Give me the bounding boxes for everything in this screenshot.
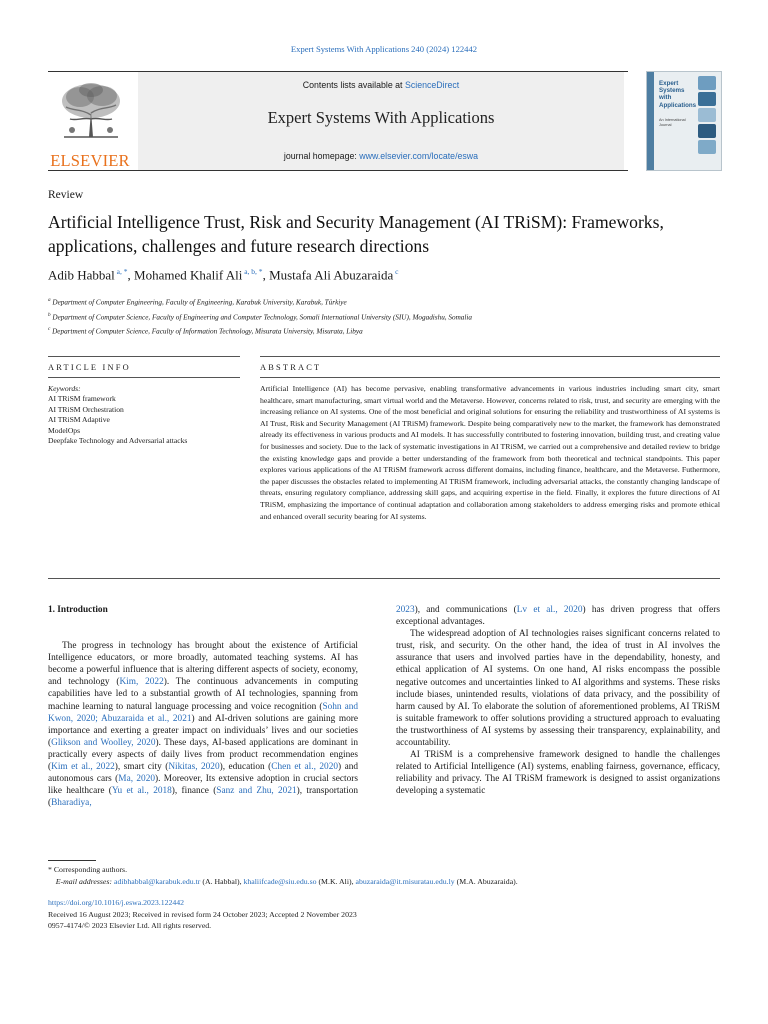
paragraph xyxy=(48,640,358,809)
paragraph-text: ), finance ( xyxy=(171,786,217,797)
paragraph-text: ) has driven progress that offers exceptional advantages. xyxy=(396,605,720,628)
citation-link[interactable]: Ma, 2020 xyxy=(118,774,155,785)
keywords-label: Keywords: xyxy=(48,384,81,393)
keyword: AI TRiSM Orchestration xyxy=(48,404,124,414)
paragraph-text: The widespread adoption of AI technologies raises significant concerns related to trust, risk, and security. On the other hand, the idea of trust in AI involves the assurance that users and involved parties have in the dependability, honesty, and ethical application of AI systems. On one hand, AI risks encompass the possible negative outcomes and uncertainties linked to AI algorithms and systems. These risks include biases, unintended results, violations of data privacy, and the possibility of harm caused by AI. To elaborate the solution of aforementioned problems, AI TRiSM is suitable framework to offer solutions providing a structured approach to evaluating the trustworthiness of AI systems by assessing their transparency, explainability, and accountability. xyxy=(396,629,720,749)
sciencedirect-link[interactable]: ScienceDirect xyxy=(404,80,460,90)
author-name[interactable]: Mohamed Khalif Ali xyxy=(134,267,243,283)
paragraph-text: ). Moreover, Its extensive adoption in crucial sectors like healthcare ( xyxy=(48,774,359,797)
paragraph xyxy=(396,604,720,628)
journal-title[interactable]: Expert Systems With Applications xyxy=(267,108,495,127)
citation-link[interactable]: Kim et al., 2022 xyxy=(51,762,115,773)
paragraph xyxy=(396,628,720,749)
author-sup[interactable]: c xyxy=(395,267,399,276)
affiliation: $^c$ Department of Computer Science, Faculty of Information Technology, Misurata University, Misurata, Libya xyxy=(48,326,363,336)
email-owner: (M.K. Ali), xyxy=(316,877,356,887)
paragraph-text: AI TRiSM is a comprehensive framework designed to handle the challenges related to Artificial Intelligence (AI) systems, enabling fairness, governance, efficacy, reliability and privacy. The AI TRiSM framework is designed to assist organizations developing a systematic xyxy=(396,750,720,797)
journal-masthead xyxy=(48,71,628,171)
cover-title: Expert Systems with Applications xyxy=(659,80,697,109)
affiliation: $^b$ Department of Computer Science, Faculty of Engineering and Computer Technology, Somali International University (SIU), Mogadishu, Somalia xyxy=(48,311,472,321)
author-list: Adib Habbal $^{a, *}$, Mohamed Khalif Ali $^{a, b, *}$, Mustafa Ali Abuzaraida $^c$ xyxy=(48,267,399,283)
footnote-rule xyxy=(48,860,96,861)
homepage-line xyxy=(138,151,624,161)
citation-link[interactable]: Nikitas, 2020 xyxy=(168,762,220,773)
keyword: ModelOps xyxy=(48,425,81,435)
cover-subtitle: An International Journal xyxy=(659,118,686,127)
keyword: Deepfake Technology and Adversarial attacks xyxy=(48,436,188,446)
keywords-block xyxy=(48,377,240,446)
paragraph-text: ), smart city ( xyxy=(114,762,169,773)
citation-link[interactable]: Sohn and Kwon, 2020; Abuzaraida et al., 2021 xyxy=(48,701,358,724)
abstract-text: Artificial Intelligence (AI) has become pervasive, enabling transformative advancements in various industries including smart city, smart healthcare, smart manufacturing, smart virtual world and the Metaverse. However, concerns related to risk, trust, and security are emerging with the increasing reliance on AI systems. One of the most beneficial and original solutions for ensuring the reliability and trustworthiness of AI systems is AI Trust, Risk and Security Management (AI TRiSM) framework. Despite being comparatively new to the market, the framework has demonstrated already its effectiveness in various products and AI models. It has successfully contributed to fostering innovation, building trust, and creating value for businesses and society. Due to the lack of systematic investigations in AI TRiSM, we carried out a comprehensive and detailed review to bridge the existing knowledge gaps and provide a better understanding of the framework from both theoretical and technical standpoints. This paper explores various applications of the AI TRiSM framework across different domains, including finance, healthcare, and the Metaverse. Futhermore, the paper discusses the obstacles related to implementing AI TRiSM framework, including adversarial attacks, the constantly changing landscape of threats, ensuring regulatory compliance, addressing skill gaps, and acquiring expertise in the field. Finally, it explores the future directions of AI TRiSM, emphasizing the importance of continual adaptation and collaboration among stakeholders to address emerging risks and promote ethical and enhanced overall security bearing for AI systems. xyxy=(260,377,720,528)
email-link[interactable]: adibhabbal@karabuk.edu.tr xyxy=(113,877,201,887)
email-link[interactable]: abuzaraida@it.misuratau.edu.ly xyxy=(355,877,455,887)
section-heading: 1. Introduction xyxy=(48,605,108,615)
keyword: AI TRiSM framework xyxy=(48,394,116,404)
author-sup[interactable]: a, b, * xyxy=(244,267,263,276)
citation-link[interactable]: Bharadiya, xyxy=(51,798,92,809)
body-right-column xyxy=(396,604,720,798)
affiliations xyxy=(48,294,472,338)
author-name[interactable]: Adib Habbal xyxy=(48,267,115,283)
corresponding-note: * Corresponding authors. xyxy=(48,865,128,874)
citation-link[interactable]: Sanz and Zhu, 2021 xyxy=(216,786,297,797)
homepage-prefix: journal homepage: xyxy=(283,151,357,161)
abstract-heading: ABSTRACT xyxy=(260,356,720,372)
journal-reference[interactable]: Expert Systems With Applications 240 (2024) 122442 xyxy=(290,44,478,54)
doi-link[interactable]: https://doi.org/10.1016/j.eswa.2023.122442 xyxy=(48,898,185,907)
body-left-column xyxy=(48,604,358,809)
email-line xyxy=(48,876,728,888)
keyword: AI TRiSM Adaptive xyxy=(48,415,110,425)
email-label: E-mail addresses: xyxy=(55,877,113,887)
paragraph-text: ), transportation ( xyxy=(48,786,358,809)
copyright: 0957-4174/© 2023 Elsevier Ltd. All rights reserved. xyxy=(48,921,212,931)
paragraph-text: ), and communications ( xyxy=(414,605,517,615)
elsevier-wordmark: ELSEVIER xyxy=(50,151,130,170)
author-sup[interactable]: a, * xyxy=(116,267,128,276)
email-link[interactable]: khaliifcade@siu.edu.so xyxy=(243,877,317,887)
citation-link[interactable]: Lv et al., 2020 xyxy=(516,605,583,615)
citation-link[interactable]: Chen et al., 2020 xyxy=(271,762,338,773)
citation-link[interactable]: Kim, 2022 xyxy=(119,677,164,688)
received-dates: Received 16 August 2023; Received in revised form 24 October 2023; Accepted 2 November 2023 xyxy=(48,909,357,919)
journal-cover-thumbnail[interactable] xyxy=(646,71,722,171)
paragraph xyxy=(396,749,720,797)
article-title: Artificial Intelligence Trust, Risk and Security Management (AI TRiSM): Frameworks, applications, challenges and future research directions xyxy=(48,212,664,256)
masthead-center xyxy=(138,72,624,170)
paragraph-text: ). The continuous advancements in computing capabilities have led to a substantial growth of AI technologies, spanning from machine learning to natural language processing and voice recognition ( xyxy=(48,677,358,712)
elsevier-logo[interactable] xyxy=(48,72,132,170)
article-info-heading: ARTICLE INFO xyxy=(48,356,240,372)
cover-graphic xyxy=(698,76,718,156)
article-type: Review xyxy=(48,189,84,201)
footnotes xyxy=(48,864,728,889)
contents-prefix: Contents lists available at xyxy=(302,80,403,90)
citation-link[interactable]: Glikson and Woolley, 2020 xyxy=(51,737,156,748)
cover-strip xyxy=(647,72,654,170)
paragraph-text: The progress in technology has brought about the existence of Artificial Intelligence educators, or more broadly, automated teaching systems. AI has become a powerful influence that is altering different aspects of society, economy, and technology ( xyxy=(48,641,358,688)
paragraph-text: ) and AI-driven solutions are gaining more importance and exerting a greater impact on individuals’ lives and our societies ( xyxy=(48,713,359,748)
paragraph-text: ) and autonomous cars ( xyxy=(48,762,359,785)
contents-line xyxy=(138,80,624,90)
elsevier-tree-icon xyxy=(58,81,124,139)
paragraph-text: ), education ( xyxy=(219,762,272,773)
homepage-link[interactable]: www.elsevier.com/locate/eswa xyxy=(359,151,479,161)
abstract-divider xyxy=(48,578,720,579)
email-owner: (A. Habbal), xyxy=(200,877,244,887)
citation-link[interactable]: 2023 xyxy=(396,605,415,615)
affiliation: $^a$ Department of Computer Engineering, Faculty of Engineering, Karabuk University, Karabuk, Türkiye xyxy=(48,297,347,307)
author-name[interactable]: Mustafa Ali Abuzaraida xyxy=(269,267,394,283)
citation-link[interactable]: Yu et al., 2018 xyxy=(111,786,172,797)
email-owner: (M.A. Abuzaraida). xyxy=(454,877,518,887)
paragraph-text: ). These days, AI-based applications are dominant in practically every aspects of daily lives from product recommendation engines ( xyxy=(48,737,358,773)
publication-info xyxy=(48,897,728,932)
